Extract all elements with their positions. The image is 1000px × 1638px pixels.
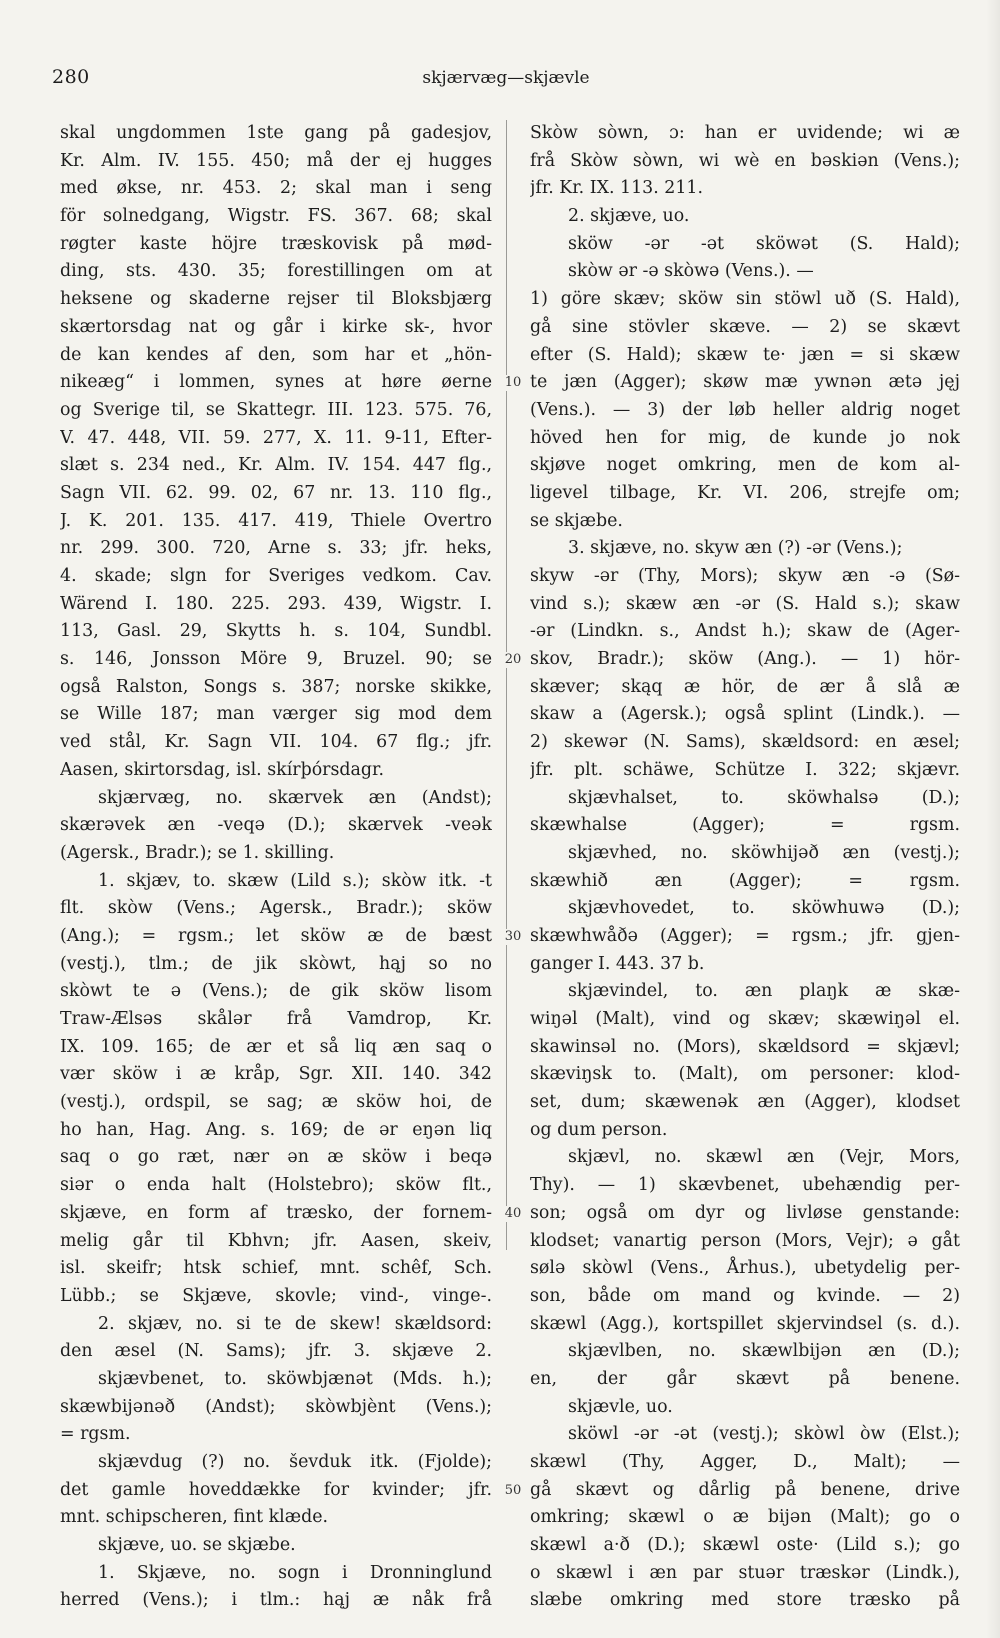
left-column-line: mnt. schipscheren, fint klæde.	[60, 1507, 329, 1528]
right-column-line: wiŋəl (Malt), vind og skæv; skæwiŋəl el.	[530, 1009, 960, 1029]
left-column-line: (vestj.), tlm.; de jik skòwt, hąj so no	[60, 953, 492, 974]
right-column-line: skæviŋsk to. (Malt), om personer: klod-	[530, 1064, 960, 1085]
left-column-line: røgter kaste höjre træskovisk på mød-	[60, 233, 492, 254]
right-column-line: skjævhed, no. sköwhijəð æn (vestj.);	[568, 842, 960, 863]
left-column-line: siər o enda halt (Holstebro); sköw flt.,	[60, 1175, 492, 1196]
left-column-line: slæt s. 234 ned., Kr. Alm. IV. 154. 447 flg.,	[60, 455, 492, 476]
column-divider	[506, 120, 507, 1250]
line-number: 20	[496, 652, 530, 668]
right-column-line: se skjæbe.	[530, 510, 623, 531]
line-number: 50	[496, 1483, 530, 1499]
left-column-line: skòwt te ə (Vens.); de gik sköw lisom	[60, 981, 492, 1002]
left-column-line: skjæve, en form af træsko, der fornem-	[60, 1202, 492, 1223]
line-number: 10	[496, 375, 530, 391]
right-column-line: skæwl (Agg.), kortspillet skjervindsel (s. d.).	[530, 1313, 960, 1334]
right-column	[530, 120, 960, 1615]
right-column-line: gå skævt og dårlig på benene, drive	[530, 1479, 960, 1500]
right-column-line: skæwhwåðə (Agger); = rgsm.; jfr. gjen-	[530, 925, 960, 946]
right-column-line: 3. skjæve, no. skyw æn (?) -ər (Vens.);	[568, 538, 903, 559]
left-column-line: (Ang.); = rgsm.; let sköw æ de bæst	[60, 925, 492, 946]
right-column-line: skjævlben, no. skæwlbijən æn (D.);	[568, 1341, 960, 1362]
left-column-line: heksene og skaderne rejser til Bloksbjærg	[60, 289, 492, 310]
left-column-line: med økse, nr. 453. 2; skal man i seng	[60, 178, 492, 199]
right-column-line: skaw a (Agersk.); også splint (Lindk.). —	[530, 704, 960, 725]
running-head: skjærvæg—skjævle	[422, 68, 590, 88]
right-column-line: skjøve noget omkring, men de kom al-	[530, 455, 960, 476]
left-column-line: (vestj.), ordspil, se sag; æ sköw hoi, de	[60, 1092, 492, 1113]
left-column-line: skæwbijənəð (Andst); skòwbjènt (Vens.);	[60, 1396, 492, 1417]
left-column-line: flt. skòw (Vens.; Agersk., Bradr.); sköw	[60, 898, 492, 919]
left-column-line: de kan kendes af den, som har et „hön-	[60, 344, 492, 365]
left-column-line: den æsel (N. Sams); jfr. 3. skjæve 2.	[60, 1341, 492, 1362]
left-column-line: (Agersk., Bradr.); se 1. skilling.	[60, 842, 335, 863]
right-column-line: efter (S. Hald); skæw te· jæn = si skæw	[530, 344, 960, 365]
left-column-line: IX. 109. 165; de ær et så liq æn saq o	[60, 1036, 492, 1057]
left-column-line: 113, Gasl. 29, Skytts h. s. 104, Sundbl.	[60, 621, 492, 642]
left-column-line: skærəvek æn -veqə (D.); skærvek -veək	[60, 815, 492, 836]
left-column-line: 2. skjæv, no. si te de skew! skældsord:	[98, 1313, 492, 1334]
right-column-line: son, både om mand og kvinde. — 2)	[530, 1285, 960, 1306]
right-column-line: sköwl -ər -ət (vestj.); skòwl òw (Elst.);	[568, 1424, 960, 1445]
right-column-line: skawinsəl no. (Mors), skældsord = skjævl;	[530, 1036, 960, 1057]
right-column-line: sølə skòwl (Vens., Århus.), ubetydelig per-	[530, 1258, 960, 1279]
left-column-line: Kr. Alm. IV. 155. 450; må der ej hugges	[60, 150, 492, 171]
left-column-line: også Ralston, Songs s. 387; norske skikke,	[60, 676, 492, 697]
right-column-line: 2. skjæve, uo.	[568, 206, 690, 227]
page-header	[52, 66, 960, 96]
page-edge-shadow	[986, 0, 1000, 1638]
left-column-line: isl. skeifr; htsk schief, mnt. schêf, Sch.	[60, 1258, 492, 1279]
right-column-line: gå sine stövler skæve. — 2) se skævt	[530, 316, 960, 337]
right-column-line: vind s.); skæw æn -ər (S. Hald s.); skaw	[530, 593, 960, 614]
right-column-line: skjævhovedet, to. sköwhuwə (D.);	[568, 898, 960, 919]
left-column-line: ho han, Hag. Ang. s. 169; de ər eŋən liq	[60, 1119, 492, 1140]
left-column-line: saq o go ræt, nær ən æ sköw i beqə	[60, 1147, 492, 1168]
left-column-line: V. 47. 448, VII. 59. 277, X. 11. 9-11, Efter-	[60, 427, 492, 448]
left-column-line: för solnedgang, Wigstr. FS. 367. 68; skal	[60, 206, 492, 227]
left-column-line: Traw-Ælsəs skålər frå Vamdrop, Kr.	[60, 1009, 492, 1029]
right-column-line: jfr. Kr. IX. 113. 211.	[530, 178, 704, 199]
left-column-line: s. 146, Jonsson Möre 9, Bruzel. 90; se	[60, 649, 492, 670]
right-column-line: jfr. plt. schäwe, Schütze I. 322; skjævr.	[530, 759, 960, 780]
left-column-line: Aasen, skirtorsdag, isl. skírþórsdagr.	[60, 759, 384, 780]
left-column-line: det gamle hoveddække for kvinder; jfr.	[60, 1479, 492, 1500]
left-column-line: nr. 299. 300. 720, Arne s. 33; jfr. heks,	[60, 538, 492, 559]
right-column-line: skæwhið æn (Agger); = rgsm.	[530, 870, 960, 891]
right-column-line: skyw -ər (Thy, Mors); skyw æn -ə (Sø-	[530, 566, 960, 586]
right-column-line: skjævle, uo.	[568, 1396, 673, 1417]
right-column-line: Thy). — 1) skævbenet, ubehændig per-	[530, 1175, 960, 1196]
left-column-line: Sagn VII. 62. 99. 02, 67 nr. 13. 110 flg.,	[60, 482, 492, 503]
right-column-line: frå Skòw sòwn, wi wè en bəskiən (Vens.);	[530, 150, 960, 171]
right-column-line: (Vens.). — 3) der løb heller aldrig noget	[530, 399, 960, 420]
left-column-line: nikeæg“ i lommen, synes at høre øerne	[60, 372, 492, 393]
right-column-line: skjævindel, to. æn plaŋk æ skæ-	[568, 981, 960, 1002]
left-column-line: skjæve, uo. se skjæbe.	[98, 1535, 296, 1556]
right-column-line: klodset; vanartig person (Mors, Vejr); ə gåt	[530, 1230, 960, 1251]
line-number: 40	[496, 1206, 530, 1222]
left-column-line: ding, sts. 430. 35; forestillingen om at	[60, 261, 492, 282]
right-column-line: slæbe omkring med store træsko på	[530, 1590, 960, 1611]
right-column-line: set, dum; skæwenək æn (Agger), klodset	[530, 1092, 960, 1113]
right-column-line: höved hen for mig, de kunde jo nok	[530, 427, 960, 448]
left-column-line: J. K. 201. 135. 417. 419, Thiele Overtro	[60, 510, 492, 531]
left-column-line: 4. skade; slgn for Sveriges vedkom. Cav.	[60, 566, 492, 586]
left-column-line: ved stål, Kr. Sagn VII. 104. 67 flg.; jfr.	[60, 732, 492, 753]
right-column-line: ligevel tilbage, Kr. VI. 206, strejfe om;	[530, 482, 960, 503]
left-column-line: melig går til Kbhvn; jfr. Aasen, skeiv,	[60, 1230, 492, 1251]
left-column-line: skjævdug (?) no. ševduk itk. (Fjolde);	[98, 1452, 492, 1472]
right-column-line: skæwhalse (Agger); = rgsm.	[530, 815, 960, 836]
left-column-line: skjærvæg, no. skærvek æn (Andst);	[98, 787, 492, 808]
left-column-line: se Wille 187; man værger sig mod dem	[60, 704, 492, 725]
right-column-line: sköw -ər -ət sköwət (S. Hald);	[568, 233, 960, 254]
line-number: 30	[496, 929, 530, 945]
left-column-line: 1. Skjæve, no. sogn i Dronninglund	[98, 1562, 492, 1583]
right-column-line: 1) göre skæv; sköw sin stöwl uð (S. Hald),	[530, 289, 960, 310]
left-column-line: vær sköw i æ kråp, Sgr. XII. 140. 342	[60, 1064, 492, 1085]
right-column-line: Skòw sòwn, ɔ: han er uvidende; wi æ	[530, 123, 960, 143]
left-column-line: skærtorsdag nat og går i kirke sk-, hvor	[60, 316, 492, 337]
left-column-line: og Sverige til, se Skattegr. III. 123. 575. 76,	[60, 399, 492, 420]
right-column-line: skæwl (Thy, Agger, D., Malt); —	[530, 1452, 960, 1472]
left-column-line: = rgsm.	[60, 1424, 131, 1445]
left-column	[60, 120, 492, 1615]
left-column-line: Lübb.; se Skjæve, skovle; vind-, vinge-.	[60, 1285, 492, 1306]
right-column-line: skæver; skąq æ hör, de ær å slå æ	[530, 676, 960, 697]
right-column-line: te jæn (Agger); skøw mæ ywnən ætə jęj	[530, 372, 960, 393]
right-column-line: skòw ər -ə skòwə (Vens.). —	[568, 261, 814, 282]
right-column-line: o skæwl i æn par stuər træskər (Lindk.),	[530, 1562, 960, 1583]
right-column-line: en, der går skævt på benene.	[530, 1368, 960, 1389]
right-column-line: -ər (Lindkn. s., Andst h.); skaw de (Ager-	[530, 621, 960, 642]
right-column-line: og dum person.	[530, 1119, 668, 1140]
left-column-line: 1. skjæv, to. skæw (Lild s.); skòw itk. -t	[98, 870, 492, 891]
left-column-line: skjævbenet, to. sköwbjænət (Mds. h.);	[98, 1368, 492, 1389]
right-column-line: skjævhalset, to. sköwhalsə (D.);	[568, 787, 960, 808]
left-column-line: herred (Vens.); i tlm.: hąj æ nåk frå	[60, 1590, 492, 1611]
right-column-line: skæwl a·ð (D.); skæwl oste· (Lild s.); go	[530, 1535, 960, 1556]
right-column-line: 2) skewər (N. Sams), skældsord: en æsel;	[530, 732, 960, 753]
right-column-line: skjævl, no. skæwl æn (Vejr, Mors,	[568, 1147, 960, 1168]
page-number: 280	[52, 66, 90, 88]
right-column-line: skov, Bradr.); sköw (Ang.). — 1) hör-	[530, 649, 960, 670]
right-column-line: ganger I. 443. 37 b.	[530, 953, 705, 974]
right-column-line: son; også om dyr og livløse genstande:	[530, 1202, 960, 1223]
left-column-line: skal ungdommen 1ste gang på gadesjov,	[60, 123, 492, 143]
right-column-line: omkring; skæwl o æ bijən (Malt); go o	[530, 1507, 960, 1528]
left-column-line: Wärend I. 180. 225. 293. 439, Wigstr. I.	[60, 593, 492, 614]
